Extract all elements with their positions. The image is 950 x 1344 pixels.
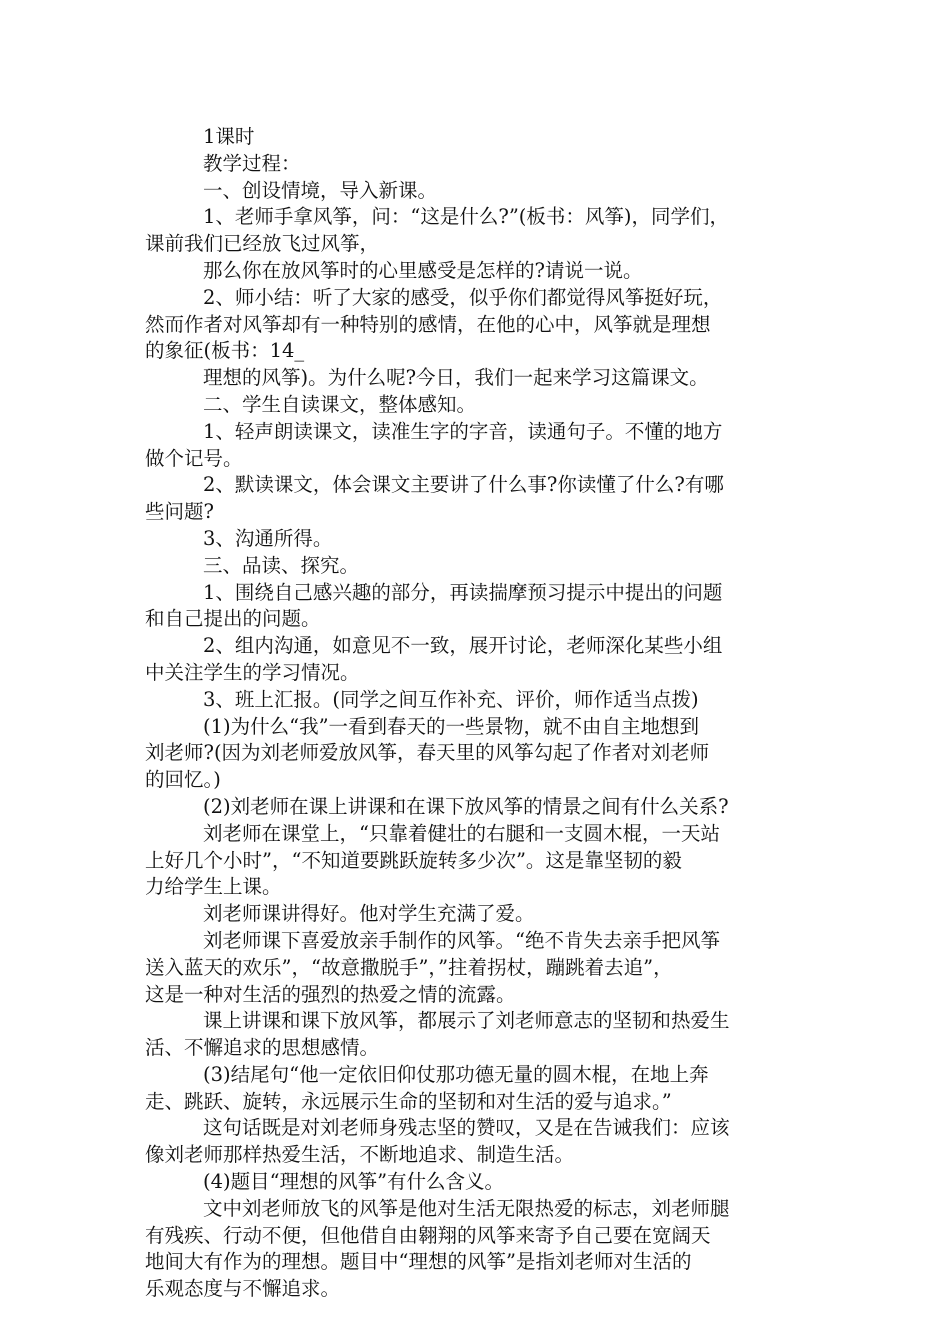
text-line: 刘老师课下喜爱放亲手制作的风筝。“绝不肯失去亲手把风筝	[203, 928, 720, 952]
text-line: 活、不懈追求的思想感情。	[145, 1036, 380, 1060]
text-line: 些问题?	[145, 500, 214, 524]
text-line: 然而作者对风筝却有一种特别的感情，在他的心中，风筝就是理想	[145, 312, 711, 336]
text-line: 上好几个小时”，“不知道要跳跃旋转多少次”。这是靠坚韧的毅	[145, 848, 682, 872]
text-line: 1、老师手拿风筝，问：“这是什么?”(板书：风筝)，同学们，	[203, 205, 730, 229]
text-line: 和自己提出的问题。	[145, 607, 321, 631]
text-line: 有残疾、行动不便，但他借自由翱翔的风筝来寄予自己要在宽阔天	[145, 1223, 711, 1247]
text-line: 走、跳跃、旋转，永远展示生命的坚韧和对生活的爱与追求。”	[145, 1089, 672, 1113]
text-line: 地间大有作为的理想。题目中“理想的风筝”是指刘老师对生活的	[145, 1250, 692, 1274]
text-line: 2、师小结：听了大家的感受，似乎你们都觉得风筝挺好玩，	[203, 285, 723, 309]
text-line: 教学过程：	[203, 151, 301, 175]
text-line: 课上讲课和课下放风筝，都展示了刘老师意志的坚韧和热爱生	[203, 1009, 730, 1033]
text-line: (2)刘老师在课上讲课和在课下放风筝的情景之间有什么关系?	[203, 794, 729, 818]
text-line: 力给学生上课。	[145, 875, 282, 899]
text-line: (4)题目“理想的风筝”有什么含义。	[203, 1170, 505, 1194]
document-body	[145, 124, 810, 1303]
text-line: 2、默读课文，体会课文主要讲了什么事?你读懂了什么?有哪	[203, 473, 724, 497]
text-line: 刘老师?(因为刘老师爱放风筝，春天里的风筝勾起了作者对刘老师	[145, 741, 710, 765]
text-line: 1、轻声朗读课文，读准生字的字音，读通句子。不懂的地方	[203, 419, 723, 443]
text-line: 的回忆。)	[145, 768, 221, 792]
text-line: 一、创设情境，导入新课。	[203, 178, 438, 202]
text-line: 中关注学生的学习情况。	[145, 660, 360, 684]
text-line: 送入蓝天的欢乐”，“故意撒脱手”，”拄着拐杖，蹦跳着去追”，	[145, 955, 673, 979]
text-line: 这句话既是对刘老师身残志坚的赞叹，又是在告诫我们：应该	[203, 1116, 730, 1140]
text-line: 刘老师在课堂上，“只靠着健壮的右腿和一支圆木棍，一天站	[203, 821, 720, 845]
text-line: 做个记号。	[145, 446, 243, 470]
text-line: 1、围绕自己感兴趣的部分，再读揣摩预习提示中提出的问题	[203, 580, 723, 604]
text-line: 3、沟通所得。	[203, 526, 333, 550]
text-line: 的象征(板书：14_	[145, 339, 305, 363]
text-line: (3)结尾句“他一定依旧仰仗那功德无量的圆木棍，在地上奔	[203, 1062, 709, 1086]
text-line: 理想的风筝)。为什么呢?今日，我们一起来学习这篇课文。	[203, 366, 709, 390]
text-line: 刘老师课讲得好。他对学生充满了爱。	[203, 902, 535, 926]
text-line: 3、班上汇报。(同学之间互作补充、评价，师作适当点拨)	[203, 687, 699, 711]
text-line: 二、学生自读课文，整体感知。	[203, 392, 477, 416]
text-line: 文中刘老师放飞的风筝是他对生活无限热爱的标志，刘老师腿	[203, 1196, 730, 1220]
text-line: 2、组内沟通，如意见不一致，展开讨论，老师深化某些小组	[203, 634, 723, 658]
text-line: 课前我们已经放飞过风筝，	[145, 232, 380, 256]
text-line: 像刘老师那样热爱生活，不断地追求、制造生活。	[145, 1143, 575, 1167]
text-line: 三、品读、探究。	[203, 553, 360, 577]
text-line: (1)为什么“我”一看到春天的一些景物，就不由自主地想到	[203, 714, 700, 738]
text-line: 那么你在放风筝时的心里感受是怎样的?请说一说。	[203, 258, 643, 282]
text-line: 乐观态度与不懈追求。	[145, 1277, 341, 1301]
text-line: 这是一种对生活的强烈的热爱之情的流露。	[145, 982, 516, 1006]
text-line: 1课时	[203, 125, 255, 148]
